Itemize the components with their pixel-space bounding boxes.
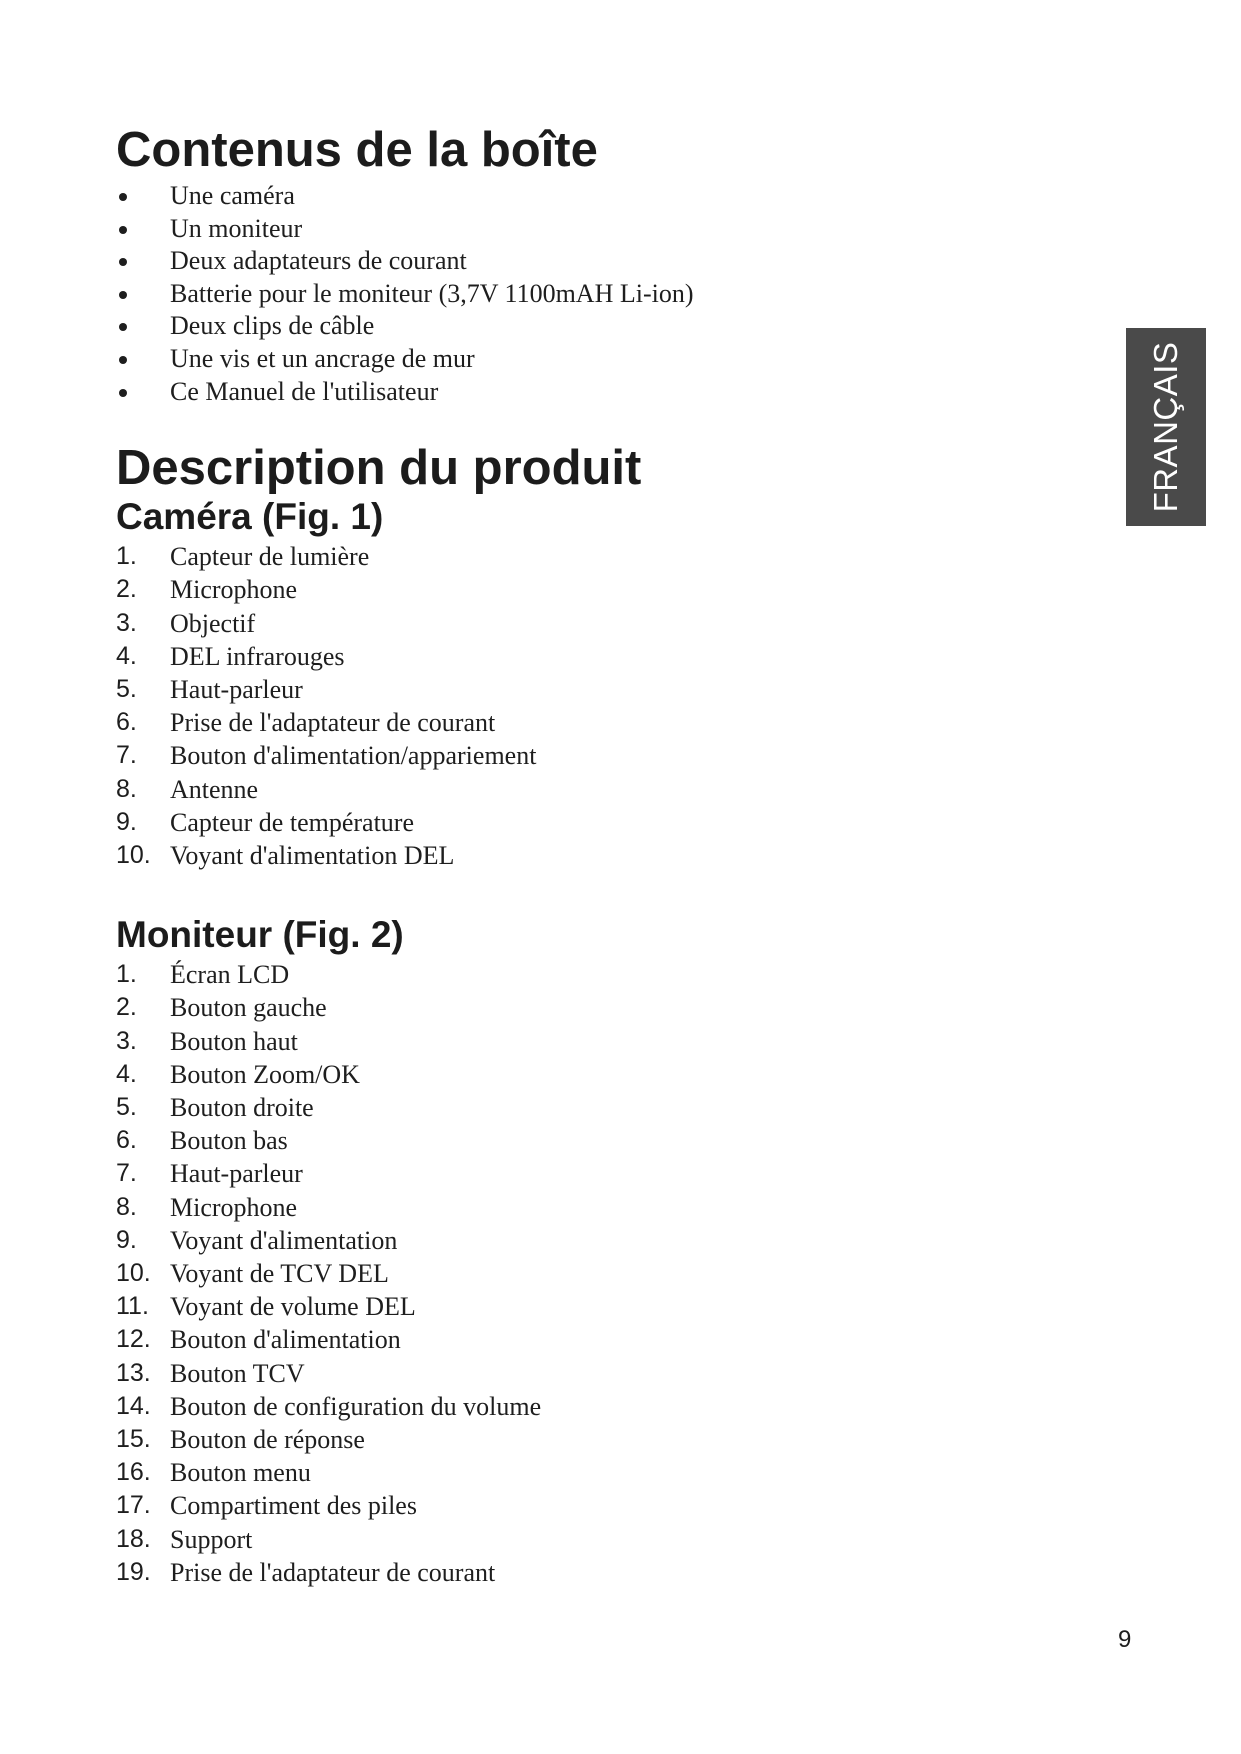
- box-contents-list: [116, 180, 1016, 408]
- list-item: [116, 343, 1016, 376]
- list-item-label: Prise de l'adaptateur de courant: [170, 1557, 496, 1587]
- list-item-label: Microphone: [170, 575, 298, 605]
- bullet-icon: [119, 193, 127, 201]
- list-item: [116, 1357, 1016, 1390]
- list-item-number: 2.: [116, 993, 137, 1022]
- list-item-number: 9.: [116, 1225, 137, 1254]
- list-item: [116, 706, 1016, 739]
- list-item: [116, 1191, 1016, 1224]
- list-item-label: Haut-parleur: [170, 674, 303, 704]
- bullet-icon: [119, 226, 127, 234]
- list-item-number: 1.: [116, 960, 137, 989]
- list-item-label: Voyant de TCV DEL: [170, 1259, 389, 1289]
- list-item: [116, 1157, 1016, 1190]
- list-item-label: Ce Manuel de l'utilisateur: [170, 376, 439, 406]
- list-item-label: Bouton de réponse: [170, 1425, 365, 1455]
- list-item-label: Bouton d'alimentation/appariement: [170, 741, 537, 771]
- monitor-parts-list: [116, 958, 1016, 1589]
- list-item-number: 8.: [116, 774, 137, 803]
- list-item-number: 10.: [116, 1259, 151, 1288]
- list-item-number: 7.: [116, 741, 137, 770]
- list-item: [116, 839, 1016, 872]
- box-contents-title: Contenus de la boîte: [116, 123, 598, 177]
- list-item-label: Bouton menu: [170, 1458, 311, 1488]
- list-item-label: Bouton bas: [170, 1126, 288, 1156]
- list-item: [116, 673, 1016, 706]
- list-item-number: 9.: [116, 807, 137, 836]
- list-item-label: Bouton haut: [170, 1026, 298, 1056]
- list-item: [116, 1323, 1016, 1356]
- list-item: [116, 1091, 1016, 1124]
- list-item: [116, 540, 1016, 573]
- list-item-number: 4.: [116, 1059, 137, 1088]
- list-item-number: 3.: [116, 1026, 137, 1055]
- list-item-number: 15.: [116, 1425, 151, 1454]
- list-item-label: Voyant de volume DEL: [170, 1292, 416, 1322]
- list-item-label: Deux adaptateurs de courant: [170, 246, 467, 276]
- list-item-label: Bouton droite: [170, 1093, 314, 1122]
- list-item-number: 6.: [116, 1126, 137, 1155]
- list-item: [116, 640, 1016, 673]
- list-item-label: Microphone: [170, 1192, 298, 1222]
- list-item: [116, 1257, 1016, 1290]
- list-item-label: Bouton Zoom/OK: [170, 1059, 360, 1089]
- list-item-label: Une vis et un ancrage de mur: [170, 343, 475, 373]
- list-item: [116, 1390, 1016, 1423]
- list-item-label: Capteur de lumière: [170, 542, 370, 572]
- list-item-number: 4.: [116, 641, 137, 670]
- list-item-label: Compartiment des piles: [170, 1491, 417, 1521]
- language-tab-label: FRANÇAIS: [1147, 341, 1184, 513]
- list-item: [116, 1523, 1016, 1556]
- list-item: [116, 1489, 1016, 1522]
- list-item-number: 11.: [116, 1292, 149, 1321]
- list-item-number: 16.: [116, 1458, 151, 1487]
- bullet-icon: [119, 356, 127, 364]
- list-item: [116, 1058, 1016, 1091]
- list-item-label: Deux clips de câble: [170, 311, 375, 341]
- list-item-number: 19.: [116, 1557, 151, 1586]
- bullet-icon: [119, 291, 127, 299]
- list-item-number: 18.: [116, 1524, 151, 1553]
- list-item-number: 8.: [116, 1192, 137, 1221]
- list-item-label: Batterie pour le moniteur (3,7V 1100mAH Li-ion): [170, 278, 694, 308]
- list-item-label: Une caméra: [170, 181, 295, 210]
- list-item: [116, 739, 1016, 772]
- list-item: [116, 806, 1016, 839]
- list-item: [116, 607, 1016, 640]
- list-item: [116, 278, 1016, 311]
- list-item-label: Bouton de configuration du volume: [170, 1391, 542, 1421]
- list-item: [116, 1456, 1016, 1489]
- list-item-label: Bouton TCV: [170, 1358, 305, 1388]
- list-item-label: Haut-parleur: [170, 1159, 303, 1189]
- list-item: [116, 958, 1016, 991]
- list-item: [116, 310, 1016, 343]
- list-item-label: Prise de l'adaptateur de courant: [170, 708, 496, 738]
- list-item: [116, 1124, 1016, 1157]
- list-item-label: Écran LCD: [170, 960, 290, 990]
- list-item-number: 17.: [116, 1491, 151, 1520]
- camera-subtitle: Caméra (Fig. 1): [116, 496, 384, 538]
- product-description-title: Description du produit: [116, 441, 642, 496]
- list-item-label: Un moniteur: [170, 213, 303, 243]
- list-item-label: DEL infrarouges: [170, 641, 345, 671]
- list-item-number: 13.: [116, 1358, 151, 1387]
- list-item-label: Bouton d'alimentation: [170, 1325, 401, 1355]
- list-item: [116, 245, 1016, 278]
- list-item-label: Antenne: [170, 774, 259, 804]
- list-item-label: Bouton gauche: [170, 993, 327, 1023]
- list-item: [116, 1556, 1016, 1589]
- list-item-number: 5.: [116, 1093, 137, 1121]
- list-item: [116, 1423, 1016, 1456]
- list-item-number: 1.: [116, 542, 137, 571]
- list-item-number: 2.: [116, 575, 137, 604]
- list-item: [116, 213, 1016, 246]
- list-item-number: 3.: [116, 608, 137, 637]
- bullet-icon: [119, 323, 127, 331]
- list-item-number: 6.: [116, 708, 137, 737]
- list-item-label: Voyant d'alimentation: [170, 1225, 398, 1255]
- list-item: [116, 991, 1016, 1024]
- list-item-number: 5.: [116, 674, 137, 703]
- list-item: [116, 1025, 1016, 1058]
- list-item-number: 12.: [116, 1325, 151, 1354]
- list-item: [116, 376, 1016, 409]
- bullet-icon: [119, 258, 127, 266]
- list-item-number: 10.: [116, 840, 151, 869]
- list-item: [116, 573, 1016, 606]
- list-item: [116, 773, 1016, 806]
- list-item-label: Voyant d'alimentation DEL: [170, 840, 455, 870]
- page-number: 9: [1118, 1626, 1132, 1653]
- list-item-label: Objectif: [170, 608, 256, 638]
- monitor-subtitle: Moniteur (Fig. 2): [116, 914, 404, 956]
- list-item: [116, 1290, 1016, 1323]
- list-item-label: Support: [170, 1524, 253, 1554]
- list-item-number: 14.: [116, 1391, 151, 1420]
- list-item: [116, 180, 1016, 213]
- list-item-label: Capteur de température: [170, 807, 414, 837]
- bullet-icon: [119, 389, 127, 397]
- language-tab: [1126, 328, 1206, 526]
- list-item-number: 7.: [116, 1159, 137, 1188]
- list-item: [116, 1224, 1016, 1257]
- camera-parts-list: [116, 540, 1016, 872]
- page-content: [116, 118, 1016, 1589]
